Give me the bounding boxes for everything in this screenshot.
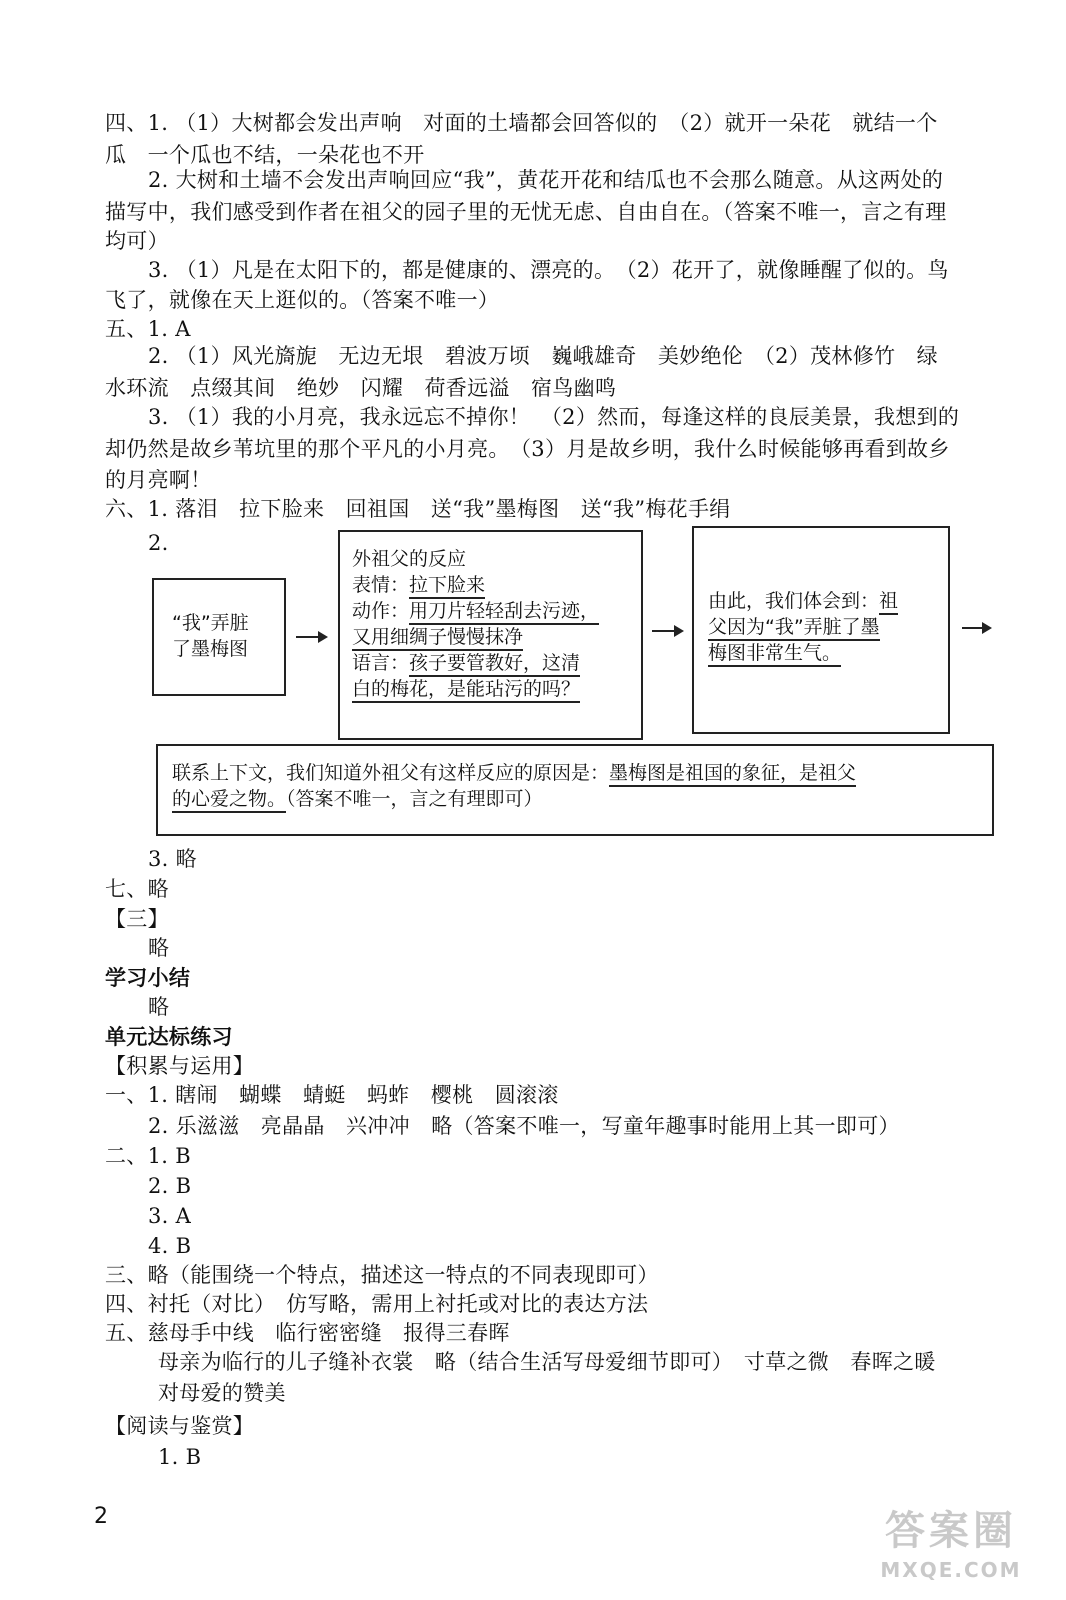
line-three-ans: 略 — [148, 936, 170, 960]
diagram-box-cause — [152, 578, 286, 696]
reason-line: 联系上下文，我们知道外祖父有这样反应的原因是：墨梅图是祖国的象征，是祖父 — [172, 760, 992, 786]
section-accumulation: 【积累与运用】 — [105, 1054, 255, 1078]
line-4-1: 四、1. （1）大树都会发出声响 对面的土墙都会回答似的 （2）就开一朵花 就结一个 — [105, 111, 938, 135]
line-7: 七、略 — [105, 877, 169, 901]
line-4-1-cont: 瓜 一个瓜也不结，一朵花也不开 — [105, 143, 425, 167]
line-5-1: 五、1. A — [105, 317, 191, 341]
line-2-4: 4. B — [148, 1234, 192, 1258]
line-4-2-end: 均可） — [105, 229, 169, 253]
line-5-3: 3. （1）我的小月亮，我永远忘不掉你！ （2）然而，每逢这样的良辰美景，我想到的 — [148, 405, 960, 429]
diagram-box-reaction — [338, 530, 643, 740]
section-three: 【三】 — [105, 907, 169, 931]
watermark-logo — [866, 1506, 1036, 1592]
line-4-2: 2. 大树和土墙不会发出声响回应“我”，黄花开花和结瓜也不会那么随意。从这两处的 — [148, 168, 944, 192]
line-6-3: 3. 略 — [148, 847, 197, 871]
reaction-speech-cont: 白的梅花，是能玷污的吗？ — [352, 676, 641, 702]
line-5-3-cont: 却仍然是故乡苇坑里的那个平凡的小月亮。 （3）月是故乡明，我什么时候能够再看到故乡 — [105, 437, 950, 461]
reason-line: 的心爱之物。（答案不唯一，言之有理即可） — [172, 786, 992, 812]
box-cause-line: 了墨梅图 — [172, 638, 249, 660]
line-5-3-end: 的月亮啊！ — [105, 468, 212, 492]
line-5: 五、慈母手中线 临行密密缝 报得三春晖 — [105, 1321, 510, 1345]
feeling-line: 由此，我们体会到：祖 — [708, 588, 948, 614]
line-5-2: 2. （1）风光旖旎 无边无垠 碧波万顷 巍峨雄奇 美妙绝伦 （2）茂林修竹 绿 — [148, 344, 938, 368]
line-2-1: 二、1. B — [105, 1144, 191, 1168]
line-4-3-cont: 飞了，就像在天上逛似的。（答案不唯一） — [105, 288, 500, 312]
reaction-speech: 语言：孩子要管教好，这清 — [352, 650, 641, 676]
line-2-2: 2. B — [148, 1174, 192, 1198]
line-2-3: 3. A — [148, 1204, 192, 1228]
line-4-3: 3. （1）凡是在太阳下的，都是健康的、漂亮的。 （2）花开了，就像睡醒了似的。鸟 — [148, 258, 949, 282]
reaction-action-cont: 又用细绸子慢慢抹净 — [352, 624, 641, 650]
line-4: 四、衬托（对比） 仿写略，需用上衬托或对比的表达方法 — [105, 1292, 649, 1316]
line-summary-ans: 略 — [148, 995, 170, 1019]
heading-study-summary: 学习小结 — [105, 965, 191, 990]
diagram-box-feeling — [692, 526, 950, 734]
reaction-action: 动作：用刀片轻轻刮去污迹， — [352, 598, 641, 624]
line-4-2-cont: 描写中，我们感受到作者在祖父的园子里的无忧无虑、自由自在。（答案不唯一，言之有理 — [105, 200, 947, 224]
line-5-2-cont: 水环流 点缀其间 绝妙 闪耀 荷香远溢 宿鸟幽鸣 — [105, 376, 617, 400]
arrow-right-icon — [652, 630, 682, 632]
page-number: 2 — [94, 1504, 108, 1529]
arrow-right-icon — [296, 636, 326, 638]
feeling-line: 梅图非常生气。 — [708, 640, 948, 666]
watermark-url: MXQE.COM — [880, 1558, 1022, 1582]
line-1-1: 一、1. 瞎闹 蝴蝶 蜻蜓 蚂蚱 樱桃 圆滚滚 — [105, 1083, 559, 1107]
line-5-end: 对母爱的赞美 — [158, 1381, 286, 1405]
line-5-cont: 母亲为临行的儿子缝补衣裳 略（结合生活写母爱细节即可） 寸草之微 春晖之暖 — [158, 1350, 936, 1374]
section-reading: 【阅读与鉴赏】 — [105, 1414, 255, 1438]
line-reading-1: 1. B — [158, 1445, 202, 1469]
line-6-2: 2. — [148, 531, 169, 555]
line-6-1: 六、1. 落泪 拉下脸来 回祖国 送“我”墨梅图 送“我”梅花手绢 — [105, 497, 731, 521]
heading-unit-practice: 单元达标练习 — [105, 1024, 233, 1049]
reaction-heading: 外祖父的反应 — [352, 548, 467, 570]
watermark-text: 答案圈 — [885, 1508, 1017, 1554]
box-cause-line: “我”弄脏 — [172, 612, 249, 634]
line-3: 三、略（能围绕一个特点，描述这一特点的不同表现即可） — [105, 1263, 659, 1287]
feeling-line: 父因为“我”弄脏了墨 — [708, 614, 948, 640]
diagram-box-reason — [156, 744, 994, 836]
arrow-right-icon — [962, 627, 990, 629]
reaction-expression: 表情：拉下脸来 — [352, 572, 641, 598]
line-1-2: 2. 乐滋滋 亮晶晶 兴冲冲 略（答案不唯一，写童年趣事时能用上其一即可） — [148, 1114, 900, 1138]
